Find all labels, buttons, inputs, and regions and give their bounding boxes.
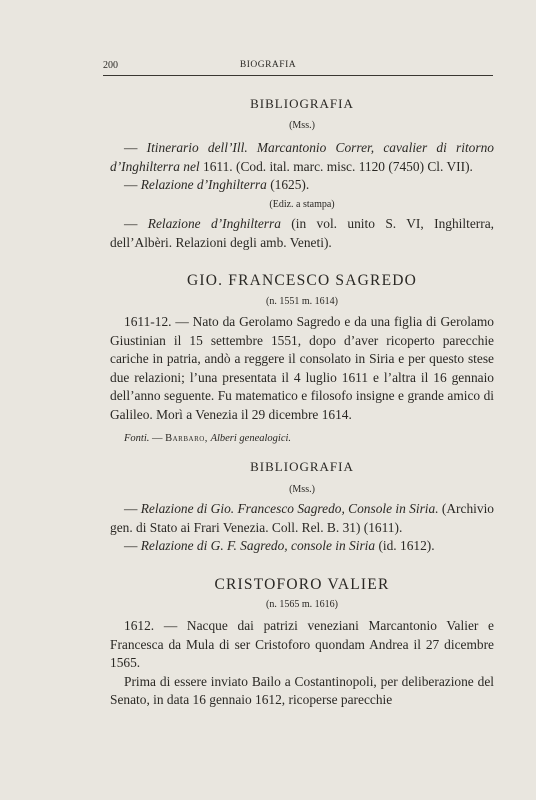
sources-sagredo: Fonti. — Barbaro, Alberi genealogici. bbox=[124, 433, 292, 444]
bibliography-list-1 bbox=[110, 139, 494, 195]
bib-entry-relazione: — Relazione d’Inghilterra (1625). bbox=[124, 177, 310, 192]
bibliography-list-2 bbox=[110, 215, 494, 252]
bibliography-heading-sagredo: BIBLIOGRAFIA bbox=[250, 459, 354, 474]
bibliography-heading: BIBLIOGRAFIA bbox=[250, 96, 354, 111]
ediz-label: (Ediz. a stampa) bbox=[269, 199, 335, 210]
bib-entry-stampa: — Relazione d’Inghilterra (in vol. unito S. VI, Inghilterra, dell’Albèri. Relazioni degli amb. Veneti). bbox=[110, 216, 494, 250]
bio-text-sagredo: 1611-12. — Nato da Gerolamo Sagredo e da una figlia di Gerolamo Giustinian il 15 settembre 1551, dopo d’aver ricoperto parecchie cariche in patria, andò a reggere il consolato in Siria e per questo stese due relazioni; l’una presentata il 4 luglio 1611 e l’altra il 16 gennaio dell’anno seguente. Fu matematico e filosofo insigne e grande amico di Galileo. Morì a Venezia il 29 dicembre 1614. bbox=[110, 314, 494, 422]
bio-text-valier-2: Prima di essere inviato Bailo a Costantinopoli, per deliberazione del Senato, in data 16 gennaio 1612, ricoperse parecchie bbox=[110, 673, 494, 707]
bio-text-valier-1: 1612. — Nacque dai patrizi veneziani Marcantonio Valier e Francesca da Mula di ser Cristoforo quondam Andrea il 27 dicembre 1565. bbox=[110, 618, 494, 670]
heading-sagredo: GIO. FRANCESCO SAGREDO bbox=[186, 272, 418, 289]
dates-sagredo: (n. 1551 m. 1614) bbox=[266, 296, 338, 307]
bib-entry-sagredo-1: — Relazione di Gio. Francesco Sagredo, Console in Siria. (Archivio gen. di Stato ai Frari Venezia. Coll. Rel. B. 31) (1611). bbox=[110, 501, 494, 535]
dates-valier: (n. 1565 m. 1616) bbox=[266, 599, 338, 610]
bib-entry-itinerario: — Itinerario dell’Ill. Marcantonio Correr, cavalier di ritorno d’Inghilterra nel 1611. (Cod. ital. marc. misc. 1120 (7450) Cl. VII). bbox=[110, 140, 494, 174]
bibliography-list-sagredo bbox=[110, 500, 494, 556]
header-rule bbox=[103, 75, 493, 76]
bib-entry-sagredo-2: — Relazione di G. F. Sagredo, console in Siria (id. 1612). bbox=[124, 538, 435, 553]
bio-sagredo bbox=[110, 313, 494, 424]
heading-valier: CRISTOFORO VALIER bbox=[214, 576, 390, 593]
page-header bbox=[103, 60, 433, 74]
mss-label: (Mss.) bbox=[289, 120, 315, 131]
bio-valier bbox=[110, 617, 494, 710]
mss-label-sagredo: (Mss.) bbox=[289, 484, 315, 495]
running-head: BIOGRAFIA bbox=[239, 60, 297, 70]
page-number: 200 bbox=[103, 60, 118, 71]
